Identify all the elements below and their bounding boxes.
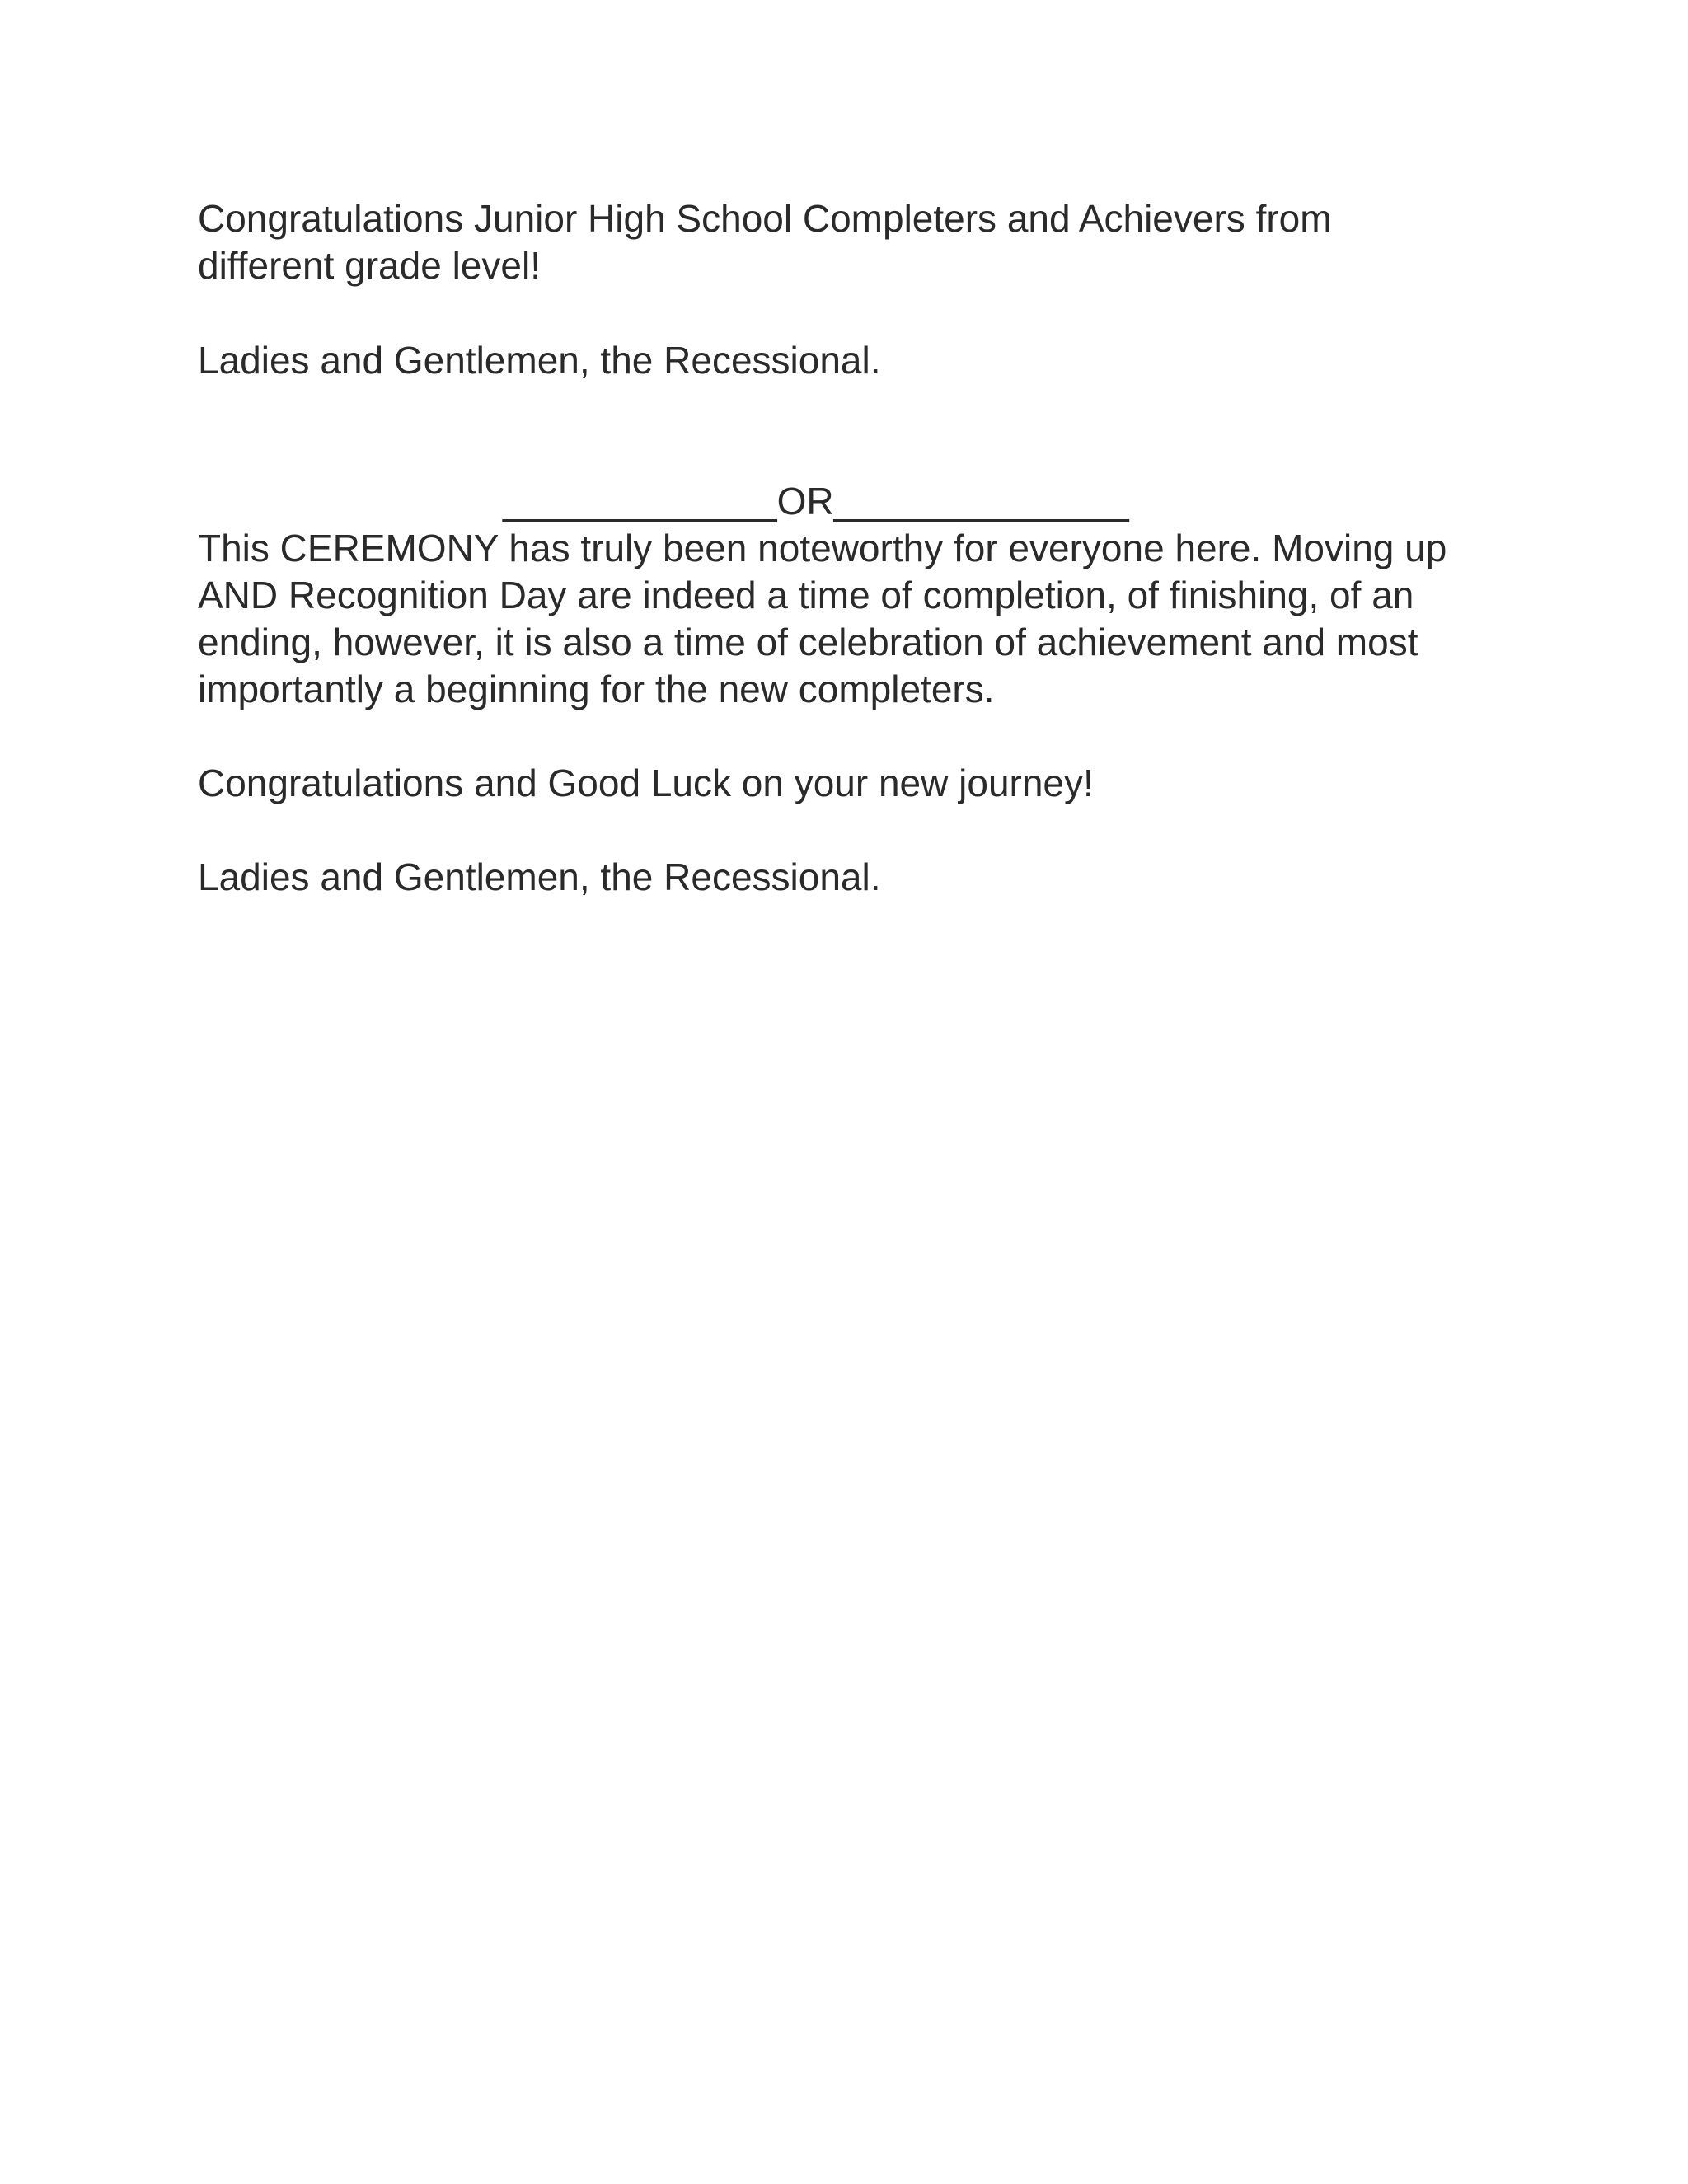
- body-line-4: importantly a beginning for the new completers.: [198, 668, 995, 710]
- body-line-1: This CEREMONY has truly been noteworthy for everyone here. Moving up: [198, 527, 1447, 569]
- body-line-2: AND Recognition Day are indeed a time of completion, of finishing, of an: [198, 574, 1414, 616]
- closing-greeting: Congratulations and Good Luck on your new journey!: [198, 762, 1094, 804]
- body-line-3: ending, however, it is also a time of celebration of achievement and most: [198, 621, 1418, 663]
- or-separator: _____________OR______________: [503, 480, 1129, 523]
- intro-line-2: different grade level!: [198, 244, 541, 287]
- intro-line-1: Congratulations Junior High School Completers and Achievers from: [198, 197, 1332, 240]
- recessional-announcement-2: Ladies and Gentlemen, the Recessional.: [198, 855, 881, 898]
- recessional-announcement-1: Ladies and Gentlemen, the Recessional.: [198, 339, 881, 382]
